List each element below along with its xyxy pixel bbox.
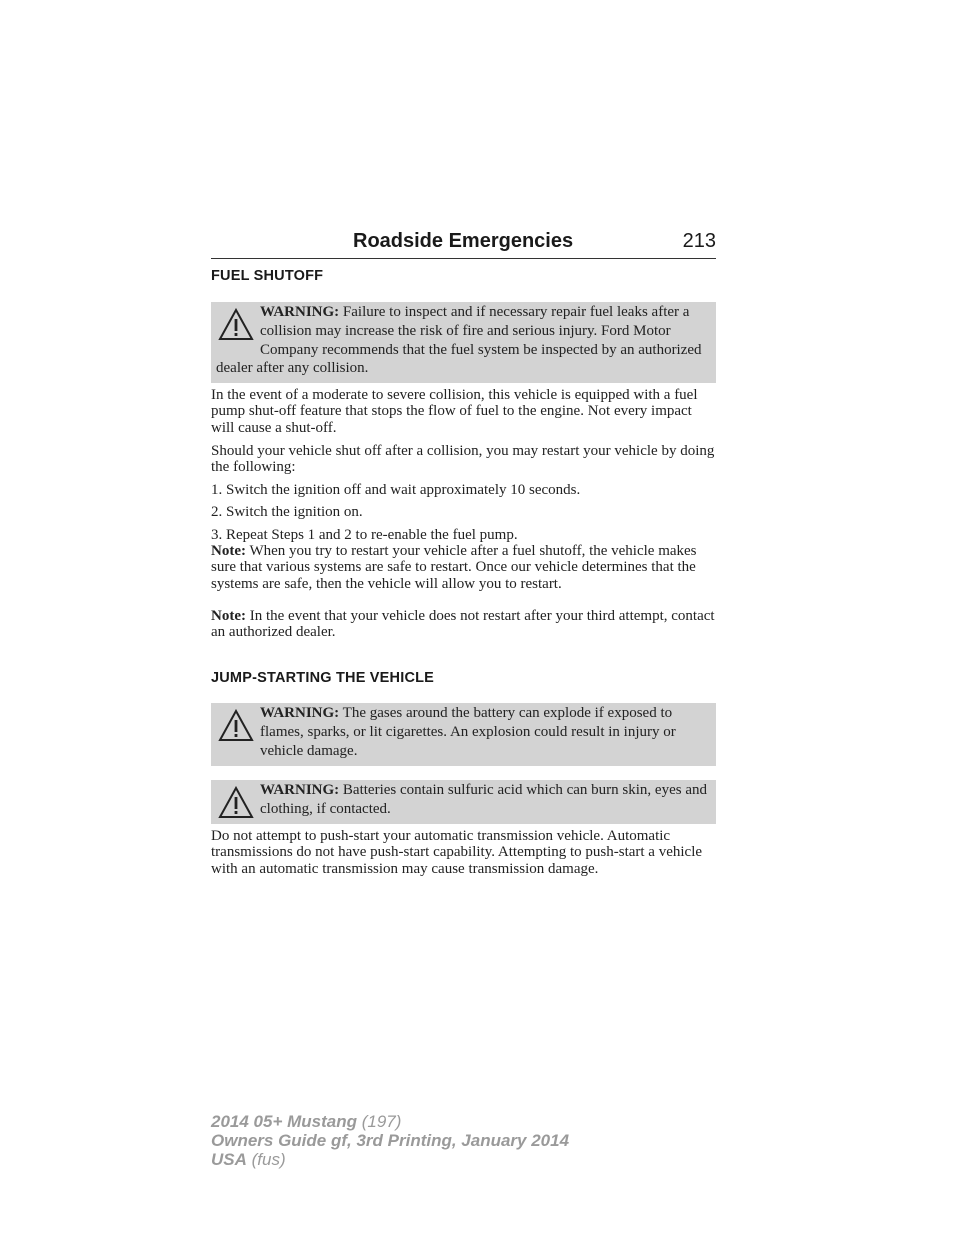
footer-region: USA <box>211 1150 247 1169</box>
warning-label: WARNING: <box>260 705 340 721</box>
warning-text: Failure to inspect and if necessary repair fuel leaks after a collision may increase the risk of fire and serious injury. Ford Motor Company recommends that the fuel system be inspected by an authorized dealer after any collision. <box>216 304 702 377</box>
paragraph-restart-intro: Should your vehicle shut off after a collision, you may restart your vehicle by doing the following: <box>211 443 715 476</box>
warning-triangle-icon <box>218 786 254 820</box>
note-label: Note: <box>211 608 246 624</box>
warning-text: Batteries contain sulfuric acid which can burn skin, eyes and clothing, if contacted. <box>260 782 707 817</box>
note-restart-safety <box>211 543 716 592</box>
footer-model-code: (197) <box>357 1112 402 1131</box>
note-label: Note: <box>211 543 246 559</box>
footer-line-model <box>211 1112 569 1131</box>
warning-triangle-icon <box>218 709 254 743</box>
note-contact-dealer <box>211 608 716 641</box>
list-item: 3. Repeat Steps 1 and 2 to re-enable the fuel pump. <box>211 527 518 543</box>
page-number: 213 <box>682 230 716 252</box>
note-text: When you try to restart your vehicle after a fuel shutoff, the vehicle makes sure that various systems are safe to restart. Once our vehicle determines that the systems are safe, then the vehicle will allow you to restart. <box>211 543 697 592</box>
paragraph-push-start: Do not attempt to push-start your automatic transmission vehicle. Automatic transmissions do not have push-start capability. Attempting to push-start a vehicle with an automatic transmission may cause transmission damage. <box>211 828 703 877</box>
warning-text: The gases around the battery can explode if exposed to flames, sparks, or lit cigarettes. An explosion could result in injury or vehicle damage. <box>260 705 676 759</box>
paragraph-fuel-pump-shutoff: In the event of a moderate to severe collision, this vehicle is equipped with a fuel pump shut-off feature that stops the flow of fuel to the engine. Not every impact will cause a shut-off. <box>211 387 698 436</box>
section-title-fuel-shutoff: FUEL SHUTOFF <box>211 268 324 284</box>
page-footer <box>211 1112 569 1169</box>
warning-label: WARNING: <box>260 304 340 320</box>
section-title-jump-starting: JUMP-STARTING THE VEHICLE <box>211 670 435 686</box>
warning-label: WARNING: <box>260 782 340 798</box>
list-item: 1. Switch the ignition off and wait approximately 10 seconds. <box>211 482 581 498</box>
warning-triangle-icon <box>218 308 254 342</box>
footer-region-code: (fus) <box>246 1150 286 1169</box>
footer-line-region <box>211 1150 569 1169</box>
note-text: In the event that your vehicle does not restart after your third attempt, contact an authorized dealer. <box>211 608 715 641</box>
footer-line-printing: Owners Guide gf, 3rd Printing, January 2014 <box>211 1131 570 1150</box>
warning-box-fuel-leaks <box>211 302 716 383</box>
warning-box-sulfuric-acid <box>211 780 716 824</box>
warning-box-battery-gases <box>211 703 716 766</box>
footer-model: 2014 05+ Mustang <box>211 1112 357 1131</box>
page-header <box>211 228 716 259</box>
list-item: 2. Switch the ignition on. <box>211 504 363 520</box>
page-title: Roadside Emergencies <box>353 230 574 252</box>
